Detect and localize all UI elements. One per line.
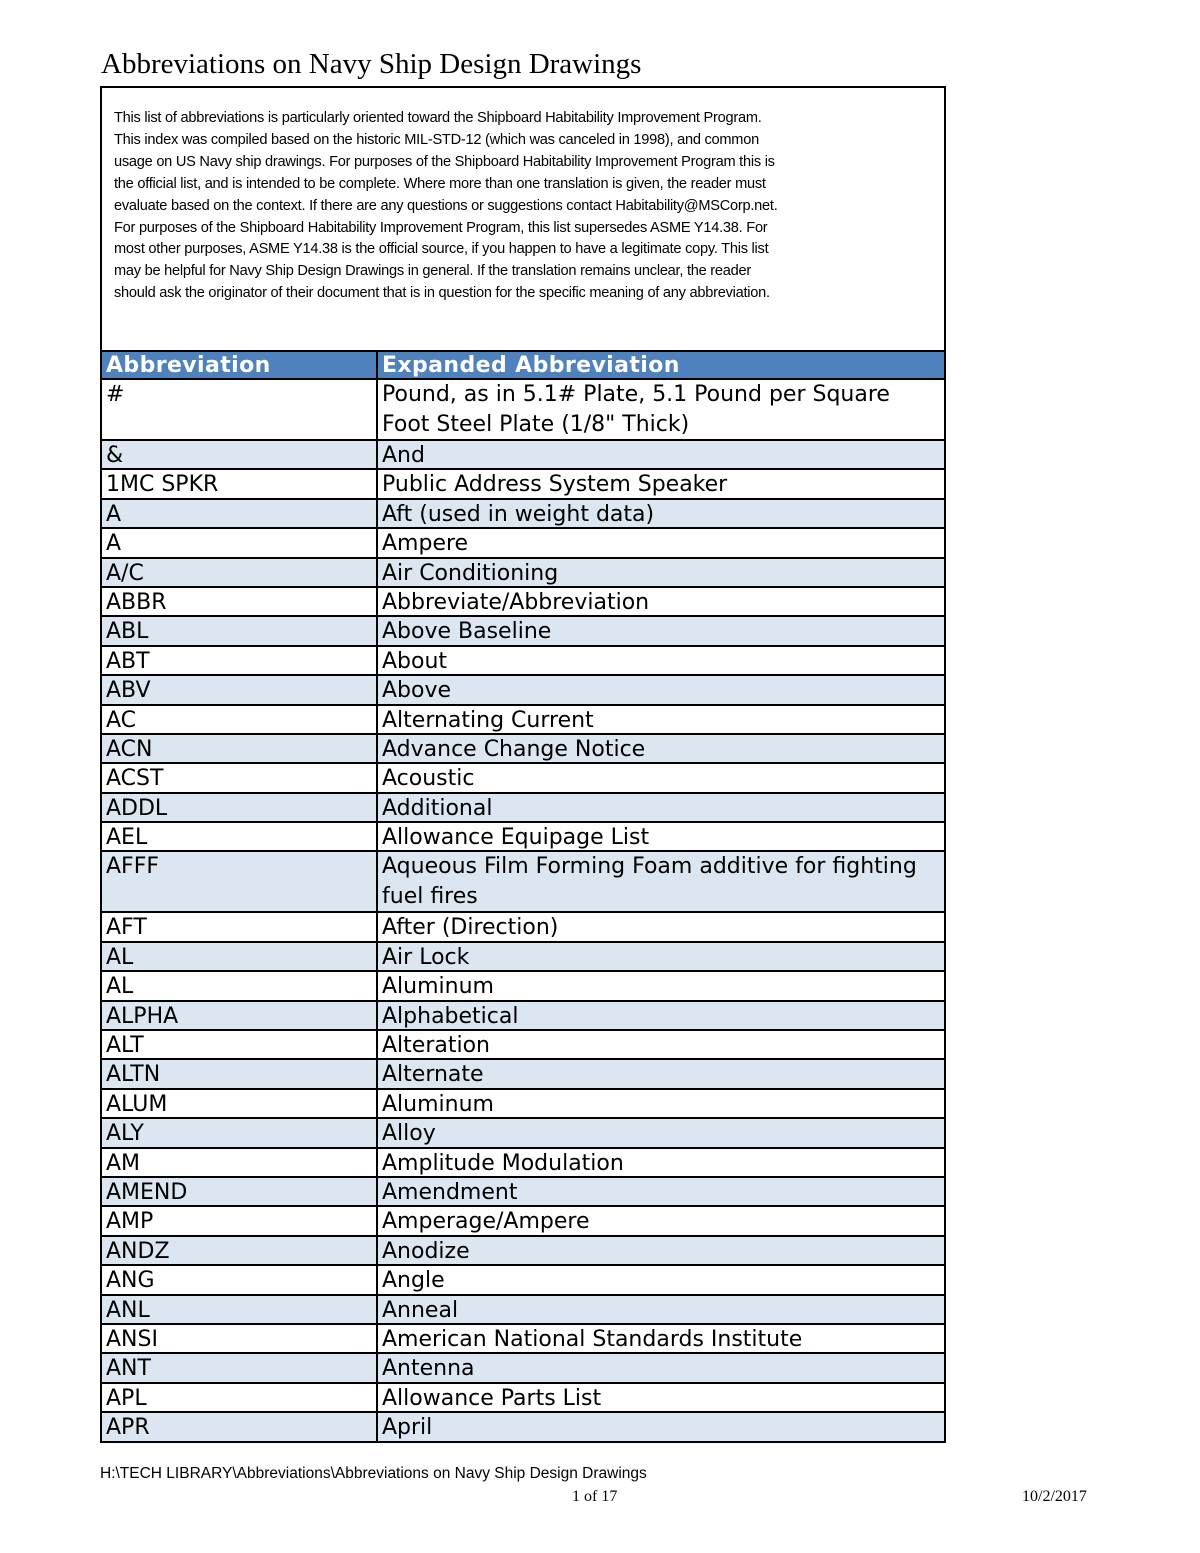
table-row — [102, 1354, 944, 1383]
expansion-cell: Above — [382, 678, 452, 704]
table-row — [102, 943, 944, 972]
abbreviation-cell: AEL — [102, 823, 378, 850]
table-row — [102, 972, 944, 1001]
intro-line: For purposes of the Shipboard Habitability Improvement Program, this list supersedes ASME Y14.38. For — [114, 219, 768, 236]
table-row — [102, 913, 944, 942]
abbreviation-cell: AC — [102, 706, 378, 733]
expansion-cell: Air Lock — [382, 944, 470, 970]
abbreviation-cell: & — [102, 441, 378, 468]
abbreviation-cell: ALT — [102, 1031, 378, 1058]
abbreviation-cell: AL — [102, 943, 378, 970]
table-header-row — [102, 350, 944, 380]
expansion-cell: Ampere — [382, 531, 469, 557]
abbreviation-cell: ANSI — [102, 1325, 378, 1352]
expansion-cell: Advance Change Notice — [382, 736, 646, 762]
footer-file-path: H:\TECH LIBRARY\Abbreviations\Abbreviations on Navy Ship Design Drawings — [100, 1465, 647, 1482]
expansion-cell: Alternate — [382, 1062, 484, 1088]
table-row — [102, 1325, 944, 1354]
expansion-cell: Alphabetical — [382, 1003, 519, 1029]
table-row — [102, 1178, 944, 1207]
table-row — [102, 441, 944, 470]
abbreviation-cell: ALUM — [102, 1090, 378, 1117]
abbreviation-cell: ALPHA — [102, 1002, 378, 1029]
intro-line: usage on US Navy ship drawings. For purposes of the Shipboard Habitability Improvement Program this is — [114, 153, 775, 170]
table-row — [102, 1149, 944, 1178]
expansion-cell: Alternating Current — [382, 707, 594, 733]
abbreviation-cell: AM — [102, 1149, 378, 1176]
expansion-cell: Angle — [382, 1268, 445, 1294]
abbreviation-cell: A — [102, 529, 378, 556]
abbreviation-cell: ANL — [102, 1296, 378, 1323]
abbreviation-cell: ADDL — [102, 794, 378, 821]
abbreviation-cell: APL — [102, 1384, 378, 1411]
expansion-cell: Air Conditioning — [382, 560, 559, 586]
abbreviation-cell: ABBR — [102, 588, 378, 615]
abbreviation-cell: ANT — [102, 1354, 378, 1381]
expansion-cell: Alloy — [382, 1121, 436, 1147]
table-row — [102, 529, 944, 558]
table-row — [102, 1002, 944, 1031]
intro-line: the official list, and is intended to be complete. Where more than one translation is given, the reader must — [114, 175, 766, 192]
abbreviation-cell: AMEND — [102, 1178, 378, 1205]
abbreviation-cell: AL — [102, 972, 378, 999]
table-row — [102, 823, 944, 852]
table-row — [102, 1031, 944, 1060]
table-row — [102, 735, 944, 764]
table-row — [102, 380, 944, 441]
intro-line: This index was compiled based on the historic MIL-STD-12 (which was canceled in 1998), and common — [114, 131, 759, 148]
table-row — [102, 1296, 944, 1325]
abbreviation-cell: AFT — [102, 913, 378, 940]
footer-date: 10/2/2017 — [1022, 1488, 1087, 1505]
abbreviation-cell: A/C — [102, 559, 378, 586]
abbreviation-cell: ABT — [102, 647, 378, 674]
table-row — [102, 559, 944, 588]
abbreviation-cell: ACST — [102, 764, 378, 791]
expansion-cell: Alteration — [382, 1033, 490, 1059]
expansion-cell: Anneal — [382, 1297, 459, 1323]
column-header-expanded: Expanded Abbreviation — [382, 353, 680, 378]
table-row — [102, 706, 944, 735]
table-row — [102, 1384, 944, 1413]
intro-line: most other purposes, ASME Y14.38 is the official source, if you happen to have a legitimate copy. This list — [114, 241, 769, 258]
expansion-cell: Public Address System Speaker — [382, 472, 728, 498]
expansion-cell: And — [382, 443, 425, 468]
intro-box — [100, 86, 946, 350]
abbreviation-cell: ACN — [102, 735, 378, 762]
expansion-cell: Acoustic — [382, 766, 475, 792]
table-row — [102, 617, 944, 646]
abbreviation-cell: ABV — [102, 676, 378, 703]
abbreviation-cell: ALY — [102, 1119, 378, 1146]
abbreviation-cell: # — [102, 380, 378, 439]
document-title: Abbreviations on Navy Ship Design Drawings — [101, 48, 642, 80]
abbreviation-cell: AMP — [102, 1207, 378, 1234]
expansion-cell: Above Baseline — [382, 619, 552, 645]
expansion-cell: Amperage/Ampere — [382, 1209, 590, 1235]
table-row — [102, 1237, 944, 1266]
table-row — [102, 647, 944, 676]
expansion-cell: About — [382, 648, 448, 674]
expansion-cell: Amplitude Modulation — [382, 1150, 624, 1176]
expansion-cell: Allowance Parts List — [382, 1385, 602, 1411]
abbreviation-cell: AFFF — [102, 852, 378, 911]
expansion-cell: Aluminum — [382, 974, 494, 1000]
abbreviation-cell: ABL — [102, 617, 378, 644]
abbreviation-cell: 1MC SPKR — [102, 470, 378, 497]
table-row — [102, 588, 944, 617]
abbreviation-table — [100, 350, 946, 1443]
table-row — [102, 794, 944, 823]
expansion-cell: Amendment — [382, 1179, 518, 1205]
abbreviation-cell: ANG — [102, 1266, 378, 1293]
abbreviation-cell: ANDZ — [102, 1237, 378, 1264]
table-row — [102, 1266, 944, 1295]
expansion-cell: April — [382, 1415, 433, 1441]
expansion-cell: Antenna — [382, 1356, 475, 1382]
table-row — [102, 470, 944, 499]
table-row — [102, 1090, 944, 1119]
table-row — [102, 852, 944, 913]
column-header-abbreviation: Abbreviation — [102, 352, 378, 378]
abbreviation-cell: ALTN — [102, 1060, 378, 1087]
table-row — [102, 1060, 944, 1089]
expansion-cell: Aqueous Film Forming Foam additive for fighting fuel fires — [382, 854, 917, 910]
table-row — [102, 1413, 944, 1442]
abbreviation-cell: A — [102, 500, 378, 527]
expansion-cell: Aluminum — [382, 1091, 494, 1117]
table-row — [102, 764, 944, 793]
table-row — [102, 1119, 944, 1148]
expansion-cell: After (Direction) — [382, 915, 559, 941]
intro-line: may be helpful for Navy Ship Design Drawings in general. If the translation remains unclear, the reader — [114, 263, 751, 280]
intro-line: should ask the originator of their document that is in question for the specific meaning of any abbreviation. — [114, 285, 770, 302]
intro-line: evaluate based on the context. If there are any questions or suggestions contact Habitability@MSCorp.net. — [114, 197, 778, 214]
intro-line: This list of abbreviations is particularly oriented toward the Shipboard Habitability Improvement Program. — [114, 110, 762, 126]
abbreviation-cell: APR — [102, 1413, 378, 1440]
expansion-cell: Anodize — [382, 1238, 470, 1264]
expansion-cell: Pound, as in 5.1# Plate, 5.1 Pound per Square Foot Steel Plate (1/8" Thick) — [382, 382, 890, 437]
table-row — [102, 676, 944, 705]
expansion-cell: Aft (used in weight data) — [382, 501, 655, 527]
expansion-cell: Abbreviate/Abbreviation — [382, 589, 650, 615]
table-row — [102, 500, 944, 529]
expansion-cell: Allowance Equipage List — [382, 825, 650, 851]
footer-page-number: 1 of 17 — [572, 1488, 618, 1505]
table-row — [102, 1207, 944, 1236]
expansion-cell: American National Standards Institute — [382, 1326, 803, 1352]
expansion-cell: Additional — [382, 795, 493, 821]
